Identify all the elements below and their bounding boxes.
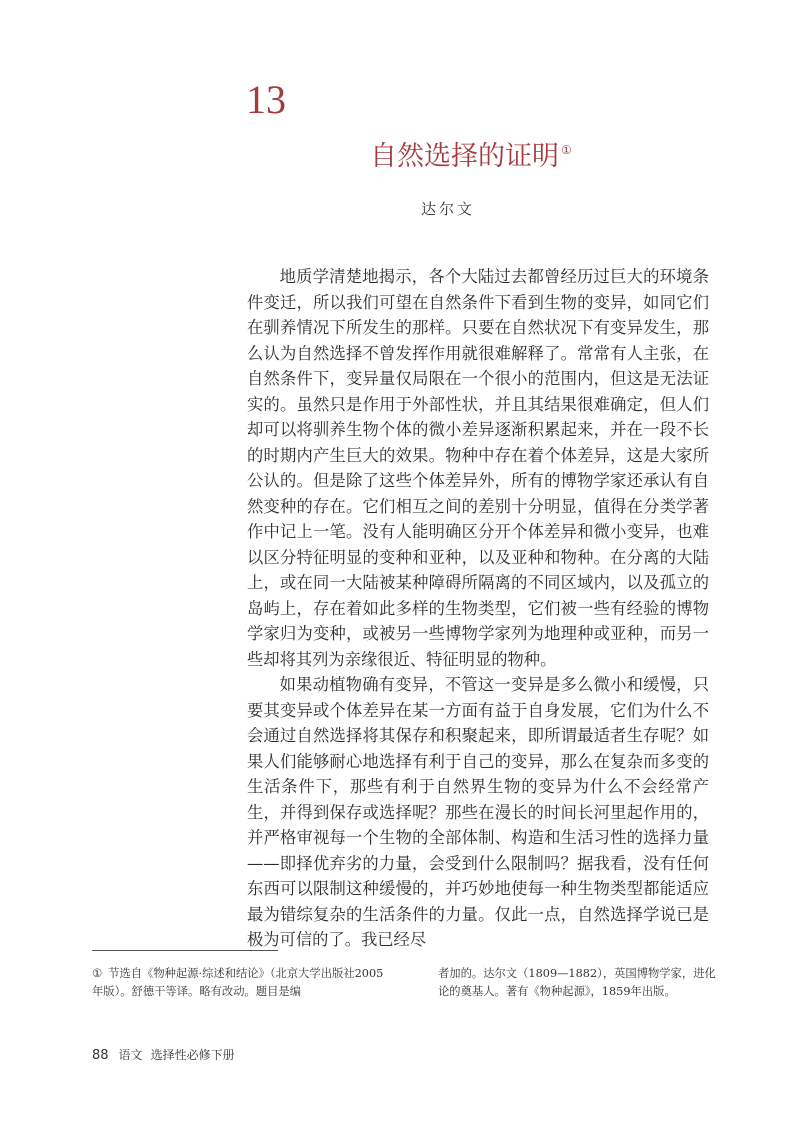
- article-title: [370, 141, 572, 173]
- footnote-right: 者加的。达尔文（1809—1882），英国博物学家，进化论的奠基人。著有《物种起源》，1859年出版。: [438, 967, 716, 998]
- footnote-divider: [92, 950, 278, 951]
- footnote-mark: ①: [92, 967, 103, 980]
- paragraph-1: 地质学清楚地揭示，各个大陆过去都曾经历过巨大的环境条件变迁，所以我们可望在自然条件下看到生物的变异，如同它们在驯养情况下所发生的那样。只要在自然状况下有变异发生，那么认为自然选择不曾发挥作用就很难解释了。常常有人主张，在自然条件下，变异量仅局限在一个很小的范围内，但这是无法证实的。虽然只是作用于外部性状，并且其结果很难确定，但人们却可以将驯养生物个体的微小差异逐渐积累起来，并在一段不长的时期内产生巨大的效果。物种中存在着个体差异，这是大家所公认的。但是除了这些个体差异外，所有的博物学家还承认有自然变种的存在。它们相互之间的差别十分明显，值得在分类学著作中记上一笔。没有人能明确区分开个体差异和微小变异，也难以区分特征明显的变种和亚种，以及亚种和物种。在分离的大陆上，或在同一大陆被某种障碍所隔离的不同区域内，以及孤立的岛屿上，存在着如此多样的生物类型，它们被一些有经验的博物学家归为变种，或被另一些博物学家列为地理种或亚种，而另一些却将其列为亲缘很近、特征明显的物种。: [247, 267, 709, 669]
- footer-subject: 语文: [118, 1048, 143, 1062]
- page-footer: [92, 1046, 235, 1063]
- author-name: 达尔文: [420, 200, 475, 218]
- chapter-number: 13: [246, 77, 286, 122]
- footer-book: 选择性必修下册: [150, 1048, 235, 1062]
- footnote-left-text: 节选自《物种起源·综述和结论》（北京大学出版社2005年版）。舒德干等译。略有改动。题目是编: [92, 967, 384, 998]
- footnote-left: [92, 965, 392, 1001]
- paragraph-2: 如果动植物确有变异，不管这一变异是多么微小和缓慢，只要其变异或个体差异在某一方面有益于自身发展，它们为什么不会通过自然选择将其保存和积聚起来，即所谓最适者生存呢？如果人们能够耐心地选择有利于自己的变异，那么在复杂而多变的生活条件下，那些有利于自然界生物的变异为什么不会经常产生，并得到保存或选择呢？那些在漫长的时间长河里起作用的，并严格审视每一个生物的全部体制、构造和生活习性的选择力量——即择优弃劣的力量，会受到什么限制吗？据我看，没有任何东西可以限制这种缓慢的，并巧妙地使每一种生物类型都能适应最为错综复杂的生活条件的力量。仅此一点，自然选择学说已是极为可信的了。我已经尽: [247, 675, 709, 949]
- page-number: 88: [92, 1048, 109, 1063]
- article-body: [247, 264, 709, 953]
- title-footnote-mark: ①: [561, 143, 572, 157]
- title-text: 自然选择的证明: [370, 141, 559, 172]
